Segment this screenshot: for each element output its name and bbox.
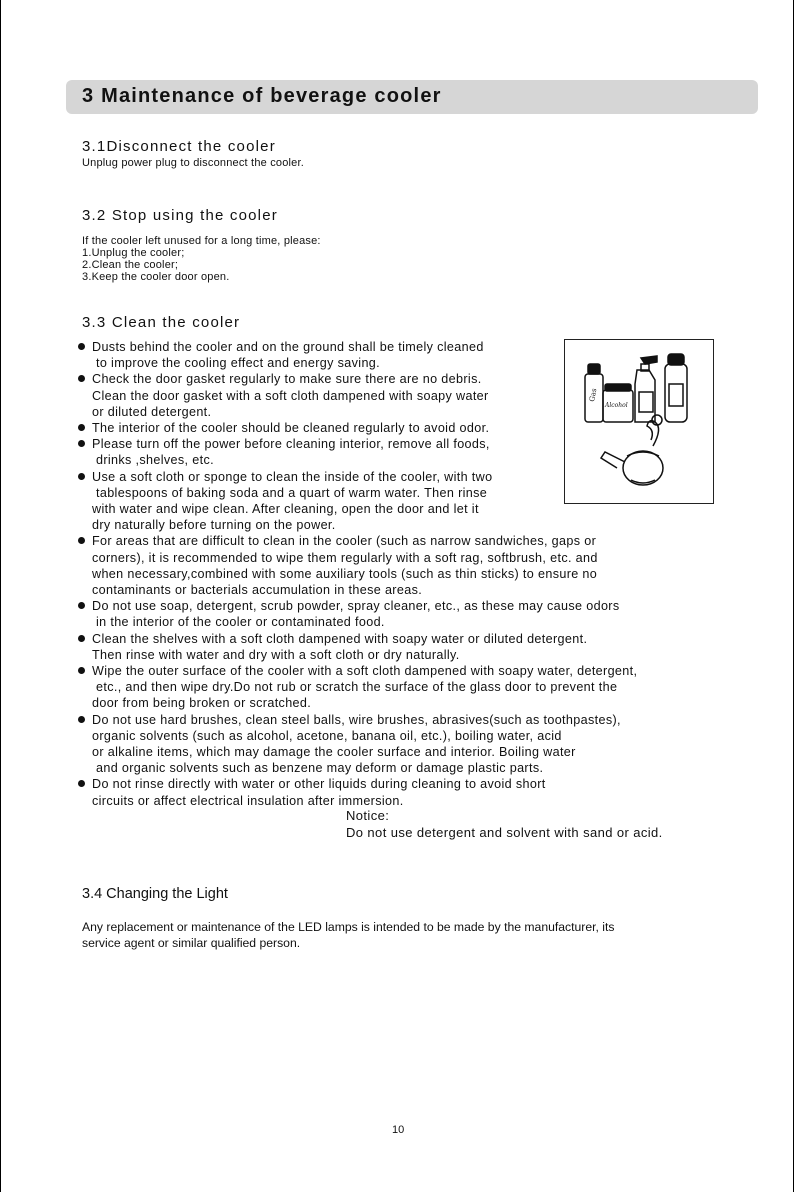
list-item-line: or alkaline items, which may damage the cooler surface and interior. Boiling water	[92, 745, 576, 760]
bullet-dot	[78, 343, 85, 350]
list-item	[0, 776, 794, 808]
list-item-line: Clean the door gasket with a soft cloth dampened with soapy water	[92, 388, 489, 403]
list-item-line: when necessary,combined with some auxiliary tools (such as thin sticks) to ensure no	[92, 566, 598, 581]
list-item	[0, 663, 794, 712]
paragraph-3-1	[82, 157, 304, 169]
text-line: 2.Clean the cooler;	[82, 259, 179, 271]
list-item-line: tablespoons of baking soda and a quart of warm water. Then rinse	[96, 485, 488, 500]
list-item	[0, 469, 794, 534]
bullet-dot	[78, 635, 85, 642]
list-item-line: Use a soft cloth or sponge to clean the inside of the cooler, with two	[92, 469, 493, 484]
page-number: 10	[392, 1124, 405, 1136]
paragraph-3-4	[82, 919, 614, 951]
list-item-line: organic solvents (such as alcohol, acetone, banana oil, etc.), boiling water, acid	[92, 728, 562, 743]
list-item-line: circuits or affect electrical insulation after immersion.	[92, 793, 404, 808]
list-item-line: Please turn off the power before cleaning interior, remove all foods,	[92, 437, 490, 452]
list-item-line: or diluted detergent.	[92, 404, 212, 419]
list-item-line: and organic solvents such as benzene may deform or damage plastic parts.	[96, 761, 544, 776]
list-item-line: The interior of the cooler should be cleaned regularly to avoid odor.	[92, 421, 490, 436]
list-item-line: door from being broken or scratched.	[92, 696, 312, 711]
list-item	[0, 371, 794, 420]
list-item-line: For areas that are difficult to clean in the cooler (such as narrow sandwiches, gaps or	[92, 534, 597, 549]
text-line: 3.Keep the cooler door open.	[82, 271, 230, 283]
bullet-dot	[78, 780, 85, 787]
list-item-line: corners), it is recommended to wipe them regularly with a soft rag, softbrush, etc. and	[92, 550, 598, 565]
bullet-dot	[78, 473, 85, 480]
list-item	[0, 598, 794, 630]
paragraph-3-2	[82, 235, 321, 283]
bullet-dot	[78, 424, 85, 431]
list-item	[0, 631, 794, 663]
text-line: If the cooler left unused for a long time, please:	[82, 235, 321, 247]
list-item-line: Do not use hard brushes, clean steel balls, wire brushes, abrasives(such as toothpastes),	[92, 712, 621, 727]
list-item-line: Check the door gasket regularly to make sure there are no debris.	[92, 372, 482, 387]
text-line: service agent or similar qualified person.	[82, 936, 301, 950]
alcohol-label: Alcohol	[605, 402, 628, 409]
heading-3-3: 3.3 Clean the cooler	[82, 314, 241, 331]
list-item-line: Do not use soap, detergent, scrub powder, spray cleaner, etc., as these may cause odors	[92, 599, 620, 614]
gas-label: Gas	[588, 387, 599, 403]
list-item-line: Dusts behind the cooler and on the ground shall be timely cleaned	[92, 340, 484, 354]
heading-3-4: 3.4 Changing the Light	[82, 886, 228, 902]
list-item-line: drinks ,shelves, etc.	[96, 453, 214, 468]
list-item-line: dry naturally before turning on the power.	[92, 518, 336, 533]
heading-3-1: 3.1Disconnect the cooler	[82, 138, 276, 155]
list-item-line: Then rinse with water and dry with a soft cloth or dry naturally.	[92, 647, 460, 662]
list-item-line: to improve the cooling effect and energy saving.	[96, 356, 380, 371]
list-item-line: contaminants or bacterials accumulation in these areas.	[92, 583, 423, 598]
list-item-line: Wipe the outer surface of the cooler with a soft cloth dampened with soapy water, detergent,	[92, 664, 638, 679]
bullet-dot	[78, 602, 85, 609]
notice-label: Notice:	[346, 808, 390, 823]
list-item	[0, 420, 794, 436]
notice-text: Do not use detergent and solvent with sand or acid.	[346, 825, 663, 840]
list-item	[0, 533, 794, 598]
bullet-dot	[78, 716, 85, 723]
text-line: Unplug power plug to disconnect the cooler.	[82, 157, 305, 169]
list-item-line: Clean the shelves with a soft cloth dampened with soapy water or diluted detergent.	[92, 631, 588, 646]
text-line: Any replacement or maintenance of the LED lamps is intended to be made by the manufacturer, its	[82, 920, 615, 934]
page-title: 3 Maintenance of beverage cooler	[82, 85, 442, 107]
list-item-line: etc., and then wipe dry.Do not rub or scratch the surface of the glass door to prevent the	[96, 680, 618, 695]
section-banner	[66, 80, 758, 114]
list-item-line: Do not rinse directly with water or other liquids during cleaning to avoid short	[92, 777, 546, 792]
bullet-dot	[78, 667, 85, 674]
bullet-dot	[78, 375, 85, 382]
list-item-line: in the interior of the cooler or contaminated food.	[96, 615, 385, 630]
notice-block	[346, 807, 663, 841]
cleaning-bullet-list	[0, 339, 794, 809]
heading-3-2: 3.2 Stop using the cooler	[82, 207, 278, 224]
list-item	[0, 436, 794, 468]
list-item	[0, 712, 794, 777]
bullet-dot	[78, 440, 85, 447]
bullet-dot	[78, 537, 85, 544]
text-line: 1.Unplug the cooler;	[82, 247, 185, 259]
list-item-line: with water and wipe clean. After cleaning, open the door and let it	[92, 502, 479, 517]
list-item	[0, 339, 794, 371]
